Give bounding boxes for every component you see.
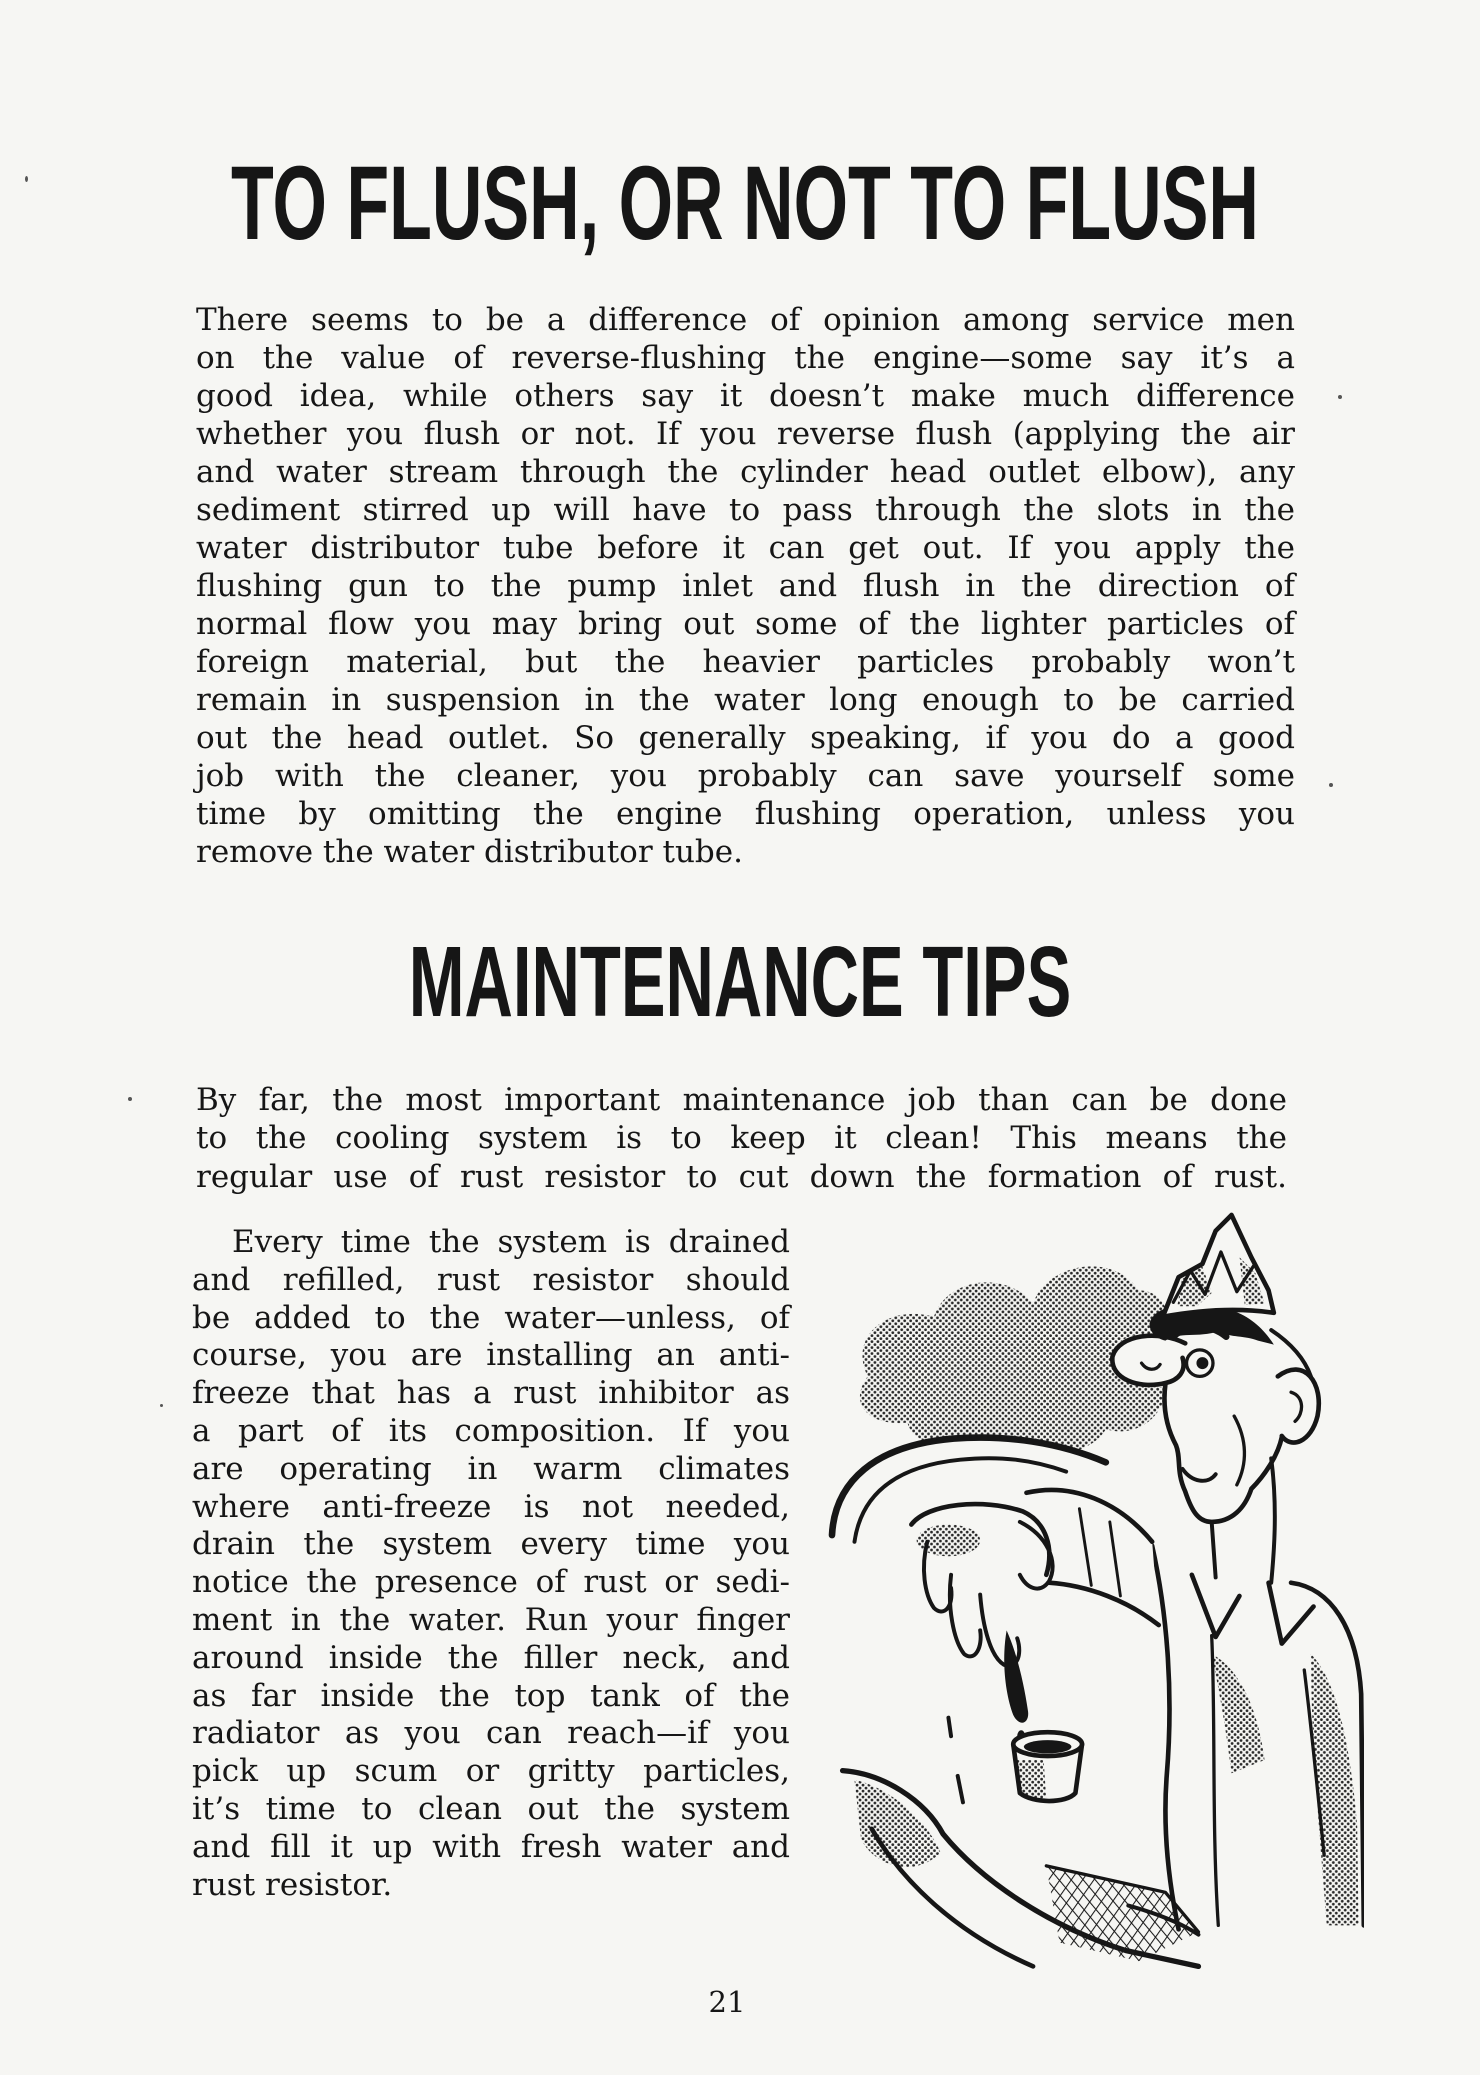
text-line: By far, the most important maintenance job than can be done — [196, 1082, 1287, 1118]
page-number: 21 — [708, 1985, 746, 2019]
text-line: on the value of reverse-flushing the engine—some say it’s a — [196, 340, 1295, 376]
text-line: be added to the water—unless, of — [192, 1299, 790, 1336]
text-line: around inside the filler neck, and — [192, 1639, 790, 1676]
text-line: drain the system every time you — [192, 1526, 790, 1563]
text-line: to the cooling system is to keep it clean! This means the — [196, 1120, 1287, 1157]
text-line: There seems to be a difference of opinion among service men — [196, 302, 1295, 338]
text-line: pick up scum or gritty particles, — [192, 1753, 790, 1790]
garrison-cap — [1163, 1215, 1274, 1317]
text-line: sediment stirred up will have to pass through the slots in the — [196, 492, 1295, 528]
shirt — [1152, 1542, 1364, 1932]
text-line: remain in suspension in the water long enough to be carried — [196, 682, 1295, 718]
text-line: and water stream through the cylinder head outlet elbow), any — [196, 454, 1295, 490]
text-line: and fill it up with fresh water and — [192, 1828, 790, 1865]
text-line: are operating in warm climates — [192, 1450, 790, 1487]
eye — [1187, 1350, 1213, 1376]
text-line: water distributor tube before it can get out. If you apply the — [196, 530, 1295, 566]
radiator-filler-neck — [1013, 1732, 1082, 1801]
mechanic-illustration — [808, 1211, 1364, 1973]
scan-speck — [1338, 395, 1342, 399]
text-line: and refilled, rust resistor should — [192, 1261, 790, 1298]
text-line: whether you flush or not. If you reverse flush (applying the air — [196, 416, 1295, 452]
text-line: flushing gun to the pump inlet and flush in the direction of — [196, 568, 1295, 604]
text-line: good idea, while others say it doesn’t make much difference — [196, 378, 1295, 414]
text-line: radiator as you can reach—if you — [192, 1715, 790, 1752]
text-line: a part of its composition. If you — [192, 1412, 790, 1449]
maintenance-body-paragraph — [192, 1224, 790, 1904]
text-line: time by omitting the engine flushing operation, unless you — [196, 796, 1295, 832]
text-line: regular use of rust resistor to cut down the formation of rust. — [196, 1158, 1287, 1195]
nose — [1112, 1336, 1185, 1385]
text-line: foreign material, but the heavier particles probably won’t — [196, 644, 1295, 680]
flush-paragraph — [196, 301, 1295, 871]
text-line: freeze that has a rust inhibitor as — [192, 1375, 790, 1412]
text-line: out the head outlet. So generally speaking, if you do a good — [196, 720, 1295, 756]
section-heading-flush: TO FLUSH, OR NOT TO FLUSH — [231, 144, 1259, 262]
text-line: Every time the system is drained — [232, 1224, 790, 1260]
text-line: as far inside the top tank of the — [192, 1677, 790, 1714]
text-line: rust resistor. — [192, 1866, 393, 1903]
scan-speck — [1329, 783, 1333, 787]
text-line: course, you are installing an anti- — [192, 1337, 790, 1374]
text-line: where anti-freeze is not needed, — [192, 1488, 790, 1525]
scan-speck — [160, 1404, 163, 1407]
maintenance-intro-paragraph — [196, 1081, 1287, 1196]
text-line: ment in the water. Run your finger — [192, 1601, 790, 1638]
hand — [909, 1504, 1053, 1666]
text-line: it’s time to clean out the system — [192, 1790, 790, 1827]
text-line: notice the presence of rust or sedi- — [192, 1564, 790, 1601]
scan-speck — [128, 1097, 132, 1101]
section-heading-maintenance: MAINTENANCE TIPS — [408, 926, 1072, 1039]
scan-speck — [25, 176, 28, 182]
text-line: normal flow you may bring out some of the lighter particles of — [196, 606, 1295, 642]
text-line: job with the cleaner, you probably can save yourself some — [196, 758, 1295, 794]
text-line: remove the water distributor tube. — [196, 834, 743, 870]
